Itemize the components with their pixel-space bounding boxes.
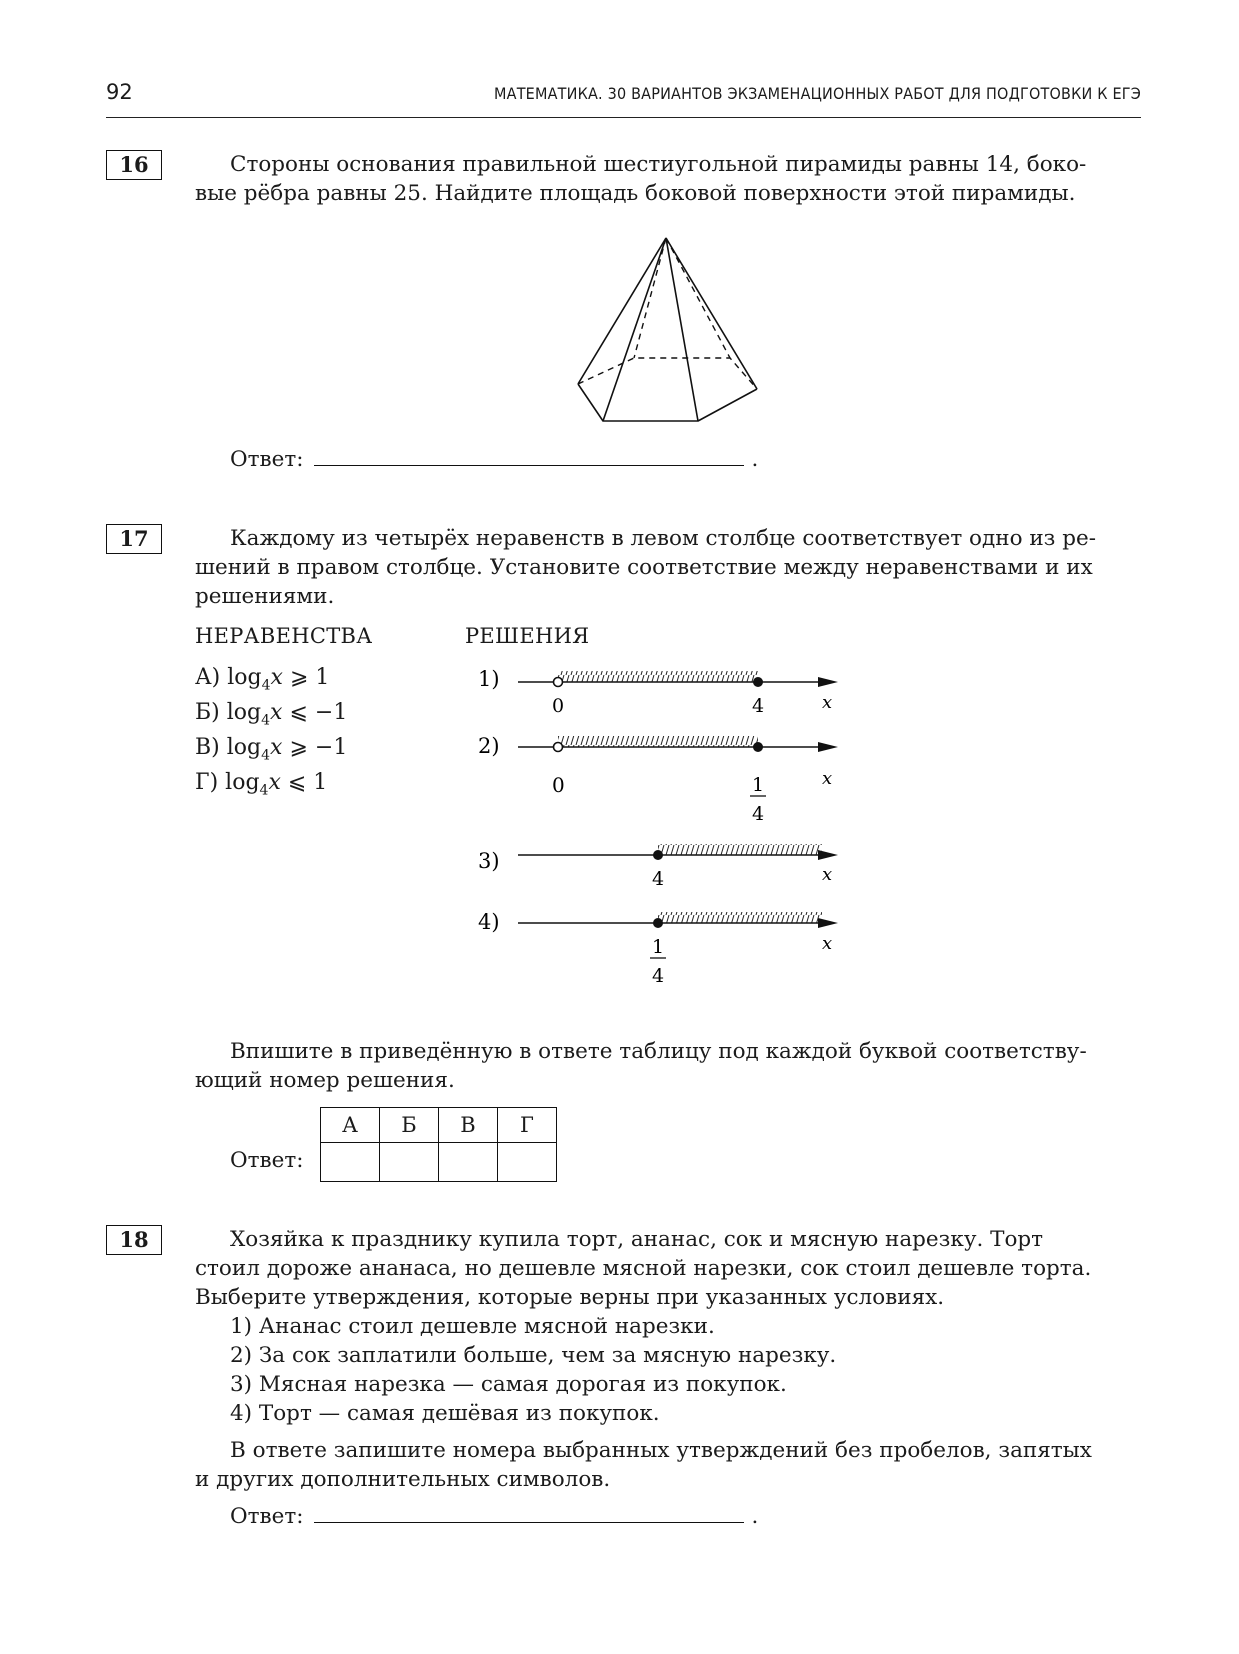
task-16-answer-end: . — [751, 447, 759, 472]
solution-4-label: 4) — [478, 910, 500, 934]
solution-2-label: 2) — [478, 734, 500, 758]
inequality-var: x — [270, 700, 283, 725]
answer-table-header: Б — [380, 1108, 439, 1143]
solution-4-closed-point — [653, 918, 663, 928]
inequality-relation: ⩽ 1 — [280, 770, 328, 795]
solution-1-arrow — [818, 677, 838, 687]
pyramid-hidden-edge — [634, 238, 666, 358]
solution-2-hatch — [558, 736, 758, 747]
page-number: 92 — [106, 80, 133, 104]
solution-4-denominator: 4 — [652, 965, 665, 987]
solution-1-label: 1) — [478, 667, 500, 691]
solution-2-arrow — [818, 742, 838, 752]
inequality-log: log — [225, 770, 260, 795]
answer-table-header-row — [321, 1108, 557, 1143]
task-17-number: 17 — [106, 524, 162, 554]
solution-1-axis-label: x — [822, 692, 833, 713]
task-18-statement-4: 4) Торт — самая дешёвая из покупок. — [230, 1401, 660, 1426]
task-17-answer-label: Ответ: — [230, 1148, 304, 1173]
task-16-number: 16 — [106, 150, 162, 180]
task-18-statement-3: 3) Мясная нарезка — самая дорогая из покупок. — [230, 1372, 787, 1397]
answer-table-header: Г — [498, 1108, 557, 1143]
solutions-column-title: РЕШЕНИЯ — [465, 624, 590, 648]
task-17-instruction-line1: Впишите в приведённую в ответе таблицу под каждой буквой соответству- — [230, 1039, 1087, 1064]
task-18-answer-end: . — [751, 1504, 759, 1529]
solution-1-open-point — [554, 678, 563, 687]
solution-4-hatch — [658, 912, 822, 923]
inequality-base: 4 — [261, 747, 271, 764]
task-18-text-line2: стоил дороже ананаса, но дешевле мясной нарезки, сок стоил дешевле торта. — [195, 1256, 1092, 1281]
task-18-instruction-line2: и других дополнительных символов. — [195, 1467, 611, 1492]
task-16-answer — [230, 443, 758, 474]
answer-table-input-row — [321, 1143, 557, 1182]
answer-cell-g[interactable] — [498, 1143, 557, 1182]
task-17-text-line3: решениями. — [195, 584, 335, 609]
inequality-g — [195, 765, 327, 808]
answer-table-header: А — [321, 1108, 380, 1143]
inequality-var: x — [270, 735, 283, 760]
pyramid-hidden-edge — [666, 238, 730, 358]
solution-2-left-tick: 0 — [552, 773, 565, 797]
inequality-relation: ⩾ 1 — [282, 665, 330, 690]
solution-2-right-denominator: 4 — [752, 803, 765, 825]
solution-1-left-tick: 0 — [552, 695, 565, 717]
inequality-log: log — [227, 665, 262, 690]
solution-3-hatch — [658, 844, 822, 855]
inequality-letter: А) — [195, 665, 221, 690]
pyramid-base-hidden — [578, 358, 757, 389]
hexagonal-pyramid-figure — [560, 228, 760, 428]
inequality-log: log — [226, 700, 262, 725]
inequality-var: x — [268, 770, 281, 795]
solution-3-closed-point — [653, 850, 663, 860]
task-16-answer-label: Ответ: — [230, 447, 304, 472]
inequality-relation: ⩽ −1 — [282, 700, 348, 725]
solution-3-label: 3) — [478, 849, 500, 873]
task-18-answer-field[interactable] — [314, 1500, 744, 1523]
inequality-base: 4 — [259, 782, 269, 799]
solution-3-arrow — [818, 850, 838, 860]
book-title: МАТЕМАТИКА. 30 ВАРИАНТОВ ЭКЗАМЕНАЦИОННЫХ РАБОТ ДЛЯ ПОДГОТОВКИ К ЕГЭ — [494, 84, 1141, 103]
task-17-text-line2: шений в правом столбце. Установите соответствие между неравенствами и их — [195, 555, 1093, 580]
task-18-statement-1: 1) Ананас стоил дешевле мясной нарезки. — [230, 1314, 715, 1339]
inequality-letter: В) — [195, 735, 220, 760]
task-16-answer-field[interactable] — [314, 443, 744, 466]
inequality-letter: Г) — [195, 770, 219, 795]
inequality-letter: Б) — [195, 700, 220, 725]
task-17-instruction-line2: ющий номер решения. — [195, 1068, 455, 1093]
task-18-statement-2: 2) За сок заплатили больше, чем за мясную нарезку. — [230, 1343, 837, 1368]
solution-1-closed-point — [753, 677, 763, 687]
task-17-text-line1: Каждому из четырёх неравенств в левом столбце соответствует одно из ре- — [230, 526, 1096, 551]
answer-cell-v[interactable] — [439, 1143, 498, 1182]
solution-3-tick: 4 — [652, 868, 665, 890]
task-16-text-line1: Стороны основания правильной шестиугольной пирамиды равны 14, боко- — [230, 152, 1087, 177]
task-18-answer — [230, 1500, 758, 1531]
solution-1-right-tick: 4 — [752, 695, 765, 717]
solution-1-hatch — [558, 671, 758, 682]
solution-2-axis-label: x — [822, 768, 833, 789]
inequality-relation: ⩾ −1 — [282, 735, 348, 760]
task-18-text-line3: Выберите утверждения, которые верны при указанных условиях. — [195, 1285, 945, 1310]
answer-cell-b[interactable] — [380, 1143, 439, 1182]
task-17-answer-table — [320, 1107, 557, 1182]
solutions-number-lines — [460, 655, 860, 995]
task-18-number: 18 — [106, 1225, 162, 1255]
solution-4-axis-label: x — [822, 933, 833, 954]
inequality-var: x — [270, 665, 283, 690]
answer-cell-a[interactable] — [321, 1143, 380, 1182]
header-divider — [106, 117, 1141, 118]
inequality-log: log — [226, 735, 262, 760]
solution-4-numerator: 1 — [652, 936, 665, 958]
task-18-instruction-line1: В ответе запишите номера выбранных утверждений без пробелов, запятых — [230, 1438, 1092, 1463]
inequalities-column-title: НЕРАВЕНСТВА — [195, 624, 373, 648]
solution-3-axis-label: x — [822, 864, 833, 885]
task-18-text-line1: Хозяйка к празднику купила торт, ананас, сок и мясную нарезку. Торт — [230, 1227, 1044, 1252]
task-18-answer-label: Ответ: — [230, 1504, 304, 1529]
task-16-text-line2: вые рёбра равны 25. Найдите площадь боковой поверхности этой пирамиды. — [195, 181, 1076, 206]
solution-4-arrow — [818, 918, 838, 928]
solution-2-right-numerator: 1 — [752, 774, 765, 796]
solution-2-closed-point — [753, 742, 763, 752]
solution-2-open-point — [554, 743, 563, 752]
pyramid-edge — [578, 238, 666, 384]
inequality-base: 4 — [261, 677, 271, 694]
pyramid-edge — [603, 238, 666, 421]
inequality-base: 4 — [261, 712, 271, 729]
answer-table-header: В — [439, 1108, 498, 1143]
